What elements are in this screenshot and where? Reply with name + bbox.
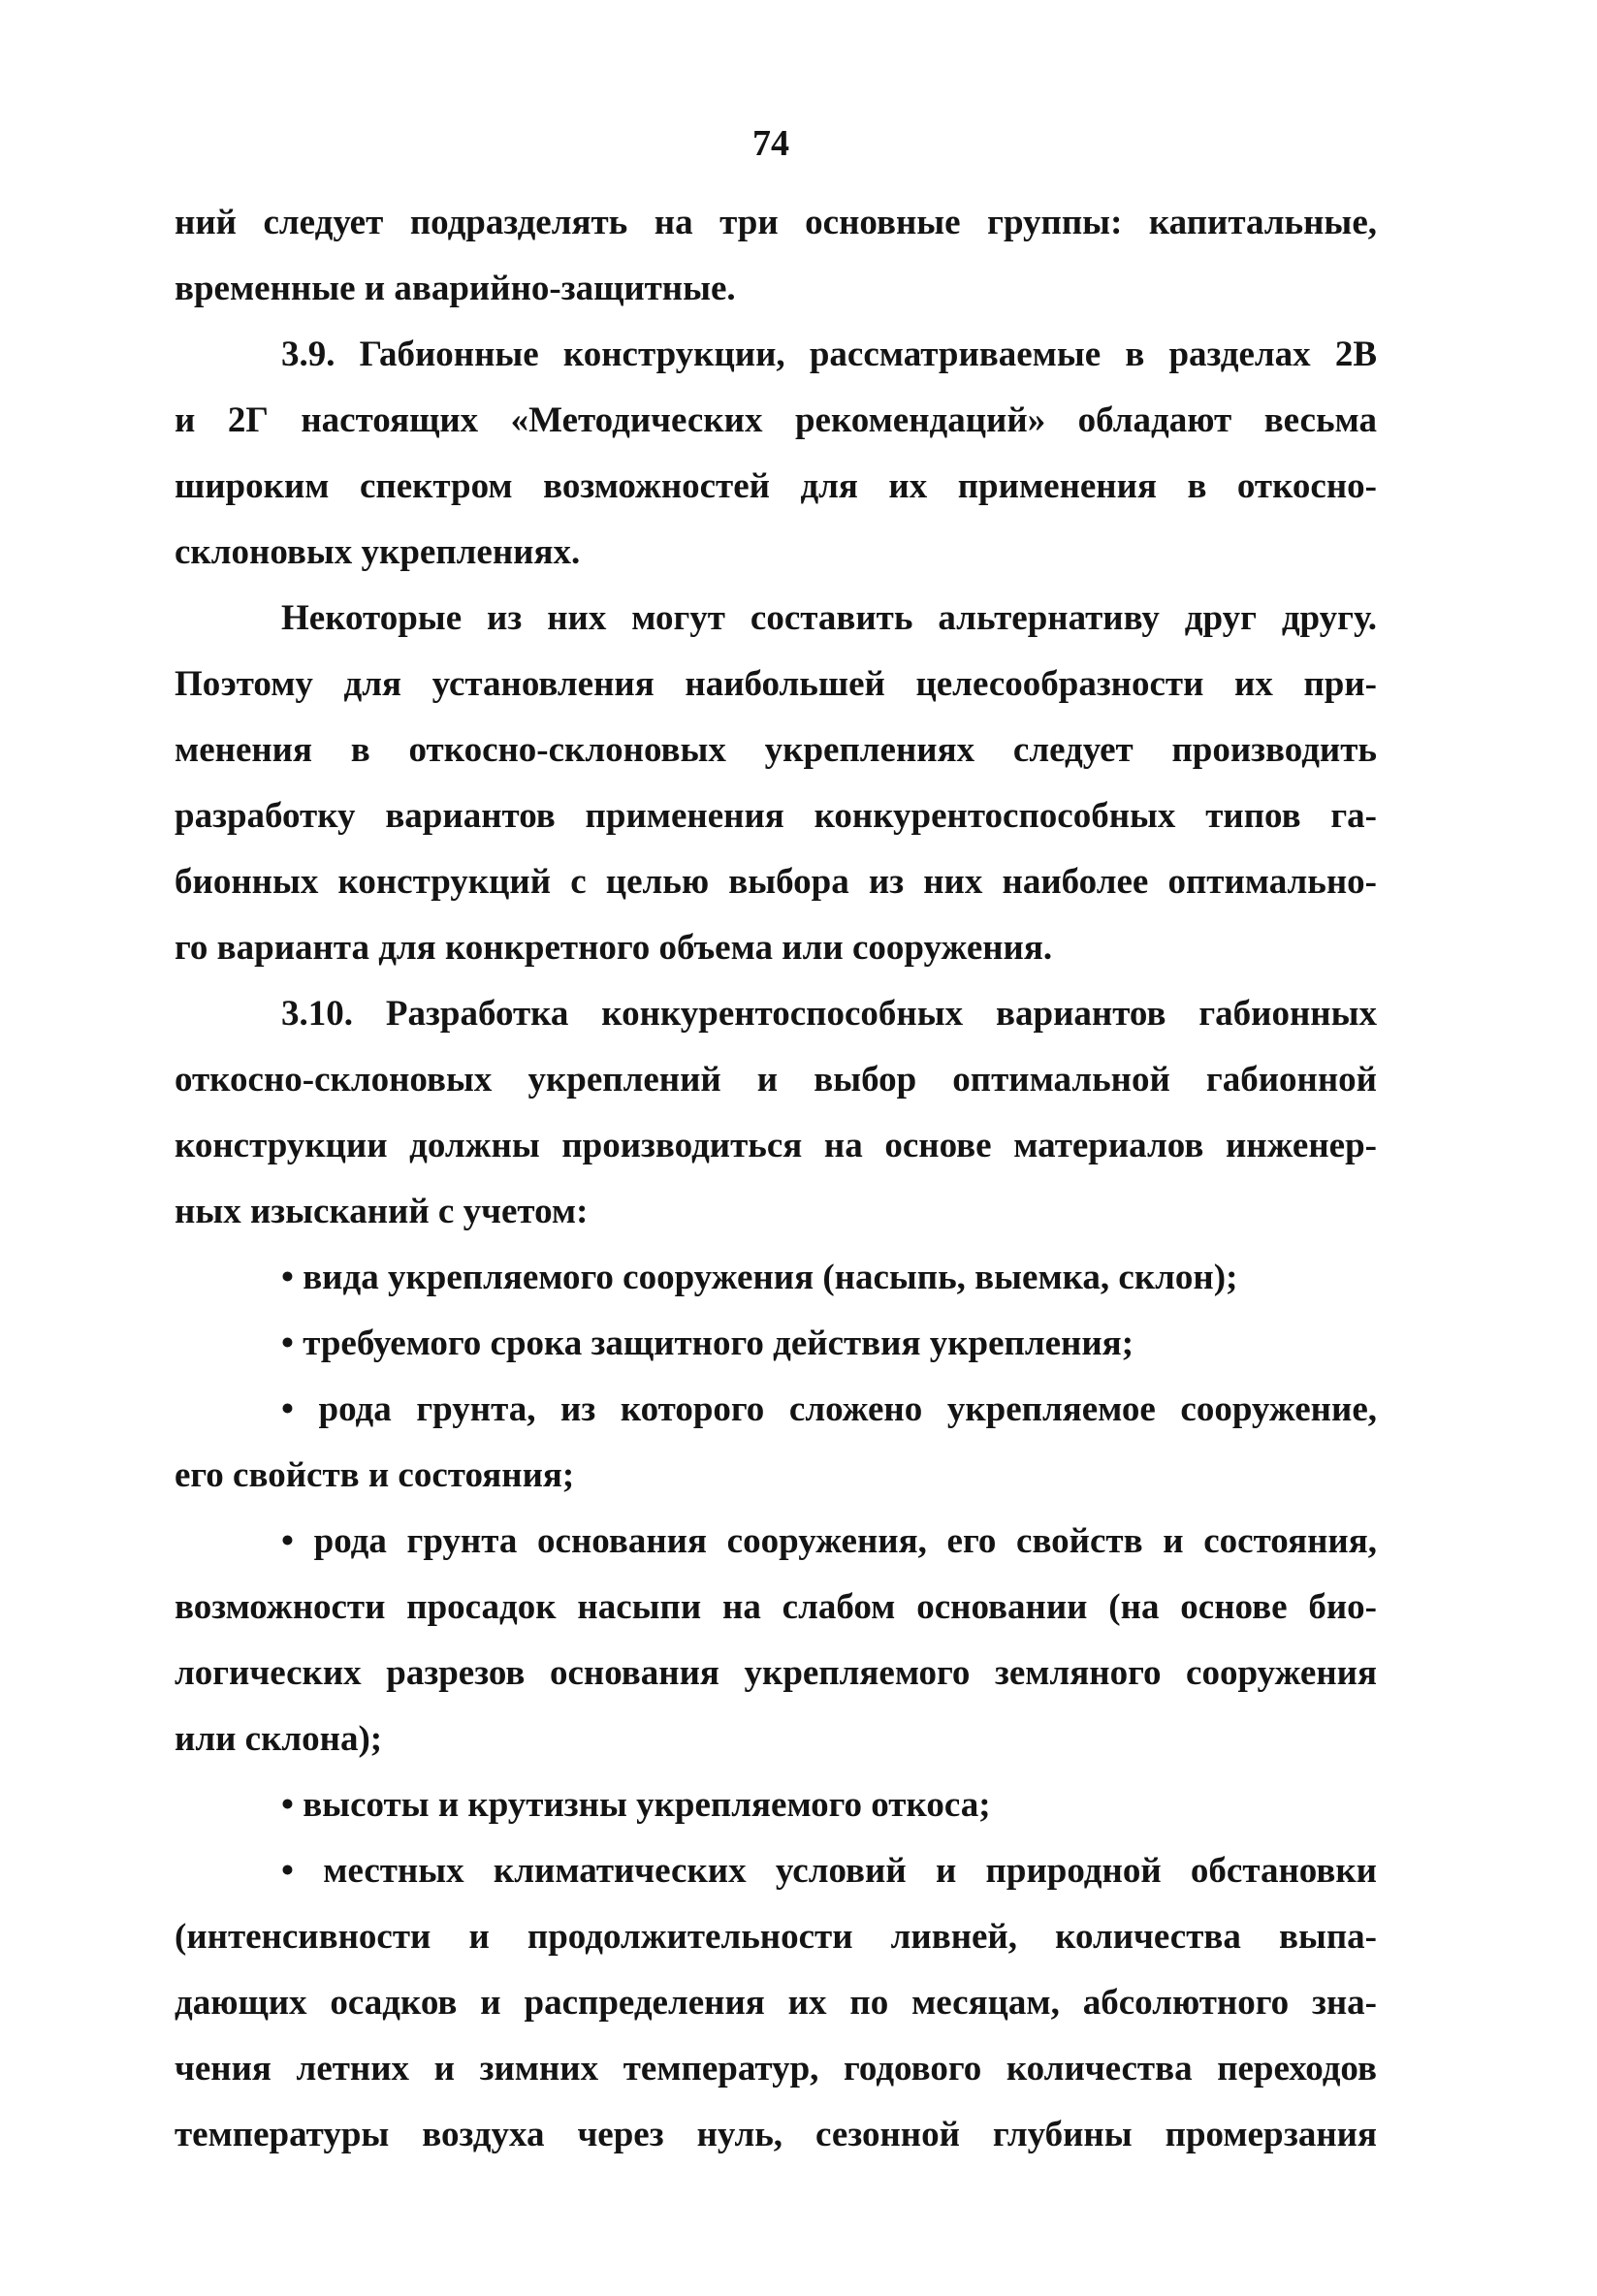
text-line: чения летних и зимних температур, годового количества переходов <box>175 2049 1377 2089</box>
text-line: Поэтому для установления наибольшей целесообразности их при- <box>175 664 1377 704</box>
text-line: его свойств и состояния; <box>175 1455 575 1495</box>
text-line: откосно-склоновых укреплений и выбор оптимальной габионной <box>175 1060 1377 1100</box>
text-line: логических разрезов основания укрепляемого земляного сооружения <box>175 1653 1377 1693</box>
bullet-item: • местных климатических условий и природной обстановки <box>281 1851 1377 1891</box>
text-line: ний следует подразделять на три основные группы: капитальные, <box>175 203 1377 242</box>
page-number: 74 <box>752 123 789 164</box>
text-line: (интенсивности и продолжительности ливней, количества выпа- <box>175 1917 1377 1957</box>
text-line: ных изысканий с учетом: <box>175 1192 589 1231</box>
bullet-item: • высоты и крутизны укрепляемого откоса; <box>281 1785 991 1825</box>
text-line: температуры воздуха через нуль, сезонной глубины промерзания <box>175 2115 1377 2154</box>
text-line: возможности просадок насыпи на слабом основании (на основе био- <box>175 1587 1377 1627</box>
text-line: и 2Г настоящих «Методических рекомендаций» обладают весьма <box>175 400 1377 440</box>
text-line: временные и аварийно-защитные. <box>175 269 736 308</box>
text-line: или склона); <box>175 1719 383 1759</box>
bullet-item: • требуемого срока защитного действия укрепления; <box>281 1323 1134 1363</box>
text-line: го варианта для конкретного объема или сооружения. <box>175 928 1053 968</box>
text-line: бионных конструкций с целью выбора из них наиболее оптимально- <box>175 862 1377 902</box>
text-line: склоновых укреплениях. <box>175 532 581 572</box>
bullet-item: • рода грунта, из которого сложено укрепляемое сооружение, <box>281 1389 1377 1429</box>
paragraph-start-line: 3.10. Разработка конкурентоспособных вариантов габионных <box>281 994 1377 1034</box>
paragraph-start-line: 3.9. Габионные конструкции, рассматриваемые в разделах 2В <box>281 335 1377 374</box>
bullet-item: • рода грунта основания сооружения, его свойств и состояния, <box>281 1521 1377 1561</box>
paragraph-start-line: Некоторые из них могут составить альтернативу друг другу. <box>281 598 1377 638</box>
text-line: дающих осадков и распределения их по месяцам, абсолютного зна- <box>175 1983 1377 2023</box>
text-line: конструкции должны производиться на основе материалов инженер- <box>175 1126 1377 1165</box>
bullet-item: • вида укрепляемого сооружения (насыпь, выемка, склон); <box>281 1258 1238 1297</box>
text-line: менения в откосно-склоновых укреплениях следует производить <box>175 730 1377 770</box>
text-line: широким спектром возможностей для их применения в откосно- <box>175 466 1377 506</box>
text-line: разработку вариантов применения конкурентоспособных типов га- <box>175 796 1377 836</box>
